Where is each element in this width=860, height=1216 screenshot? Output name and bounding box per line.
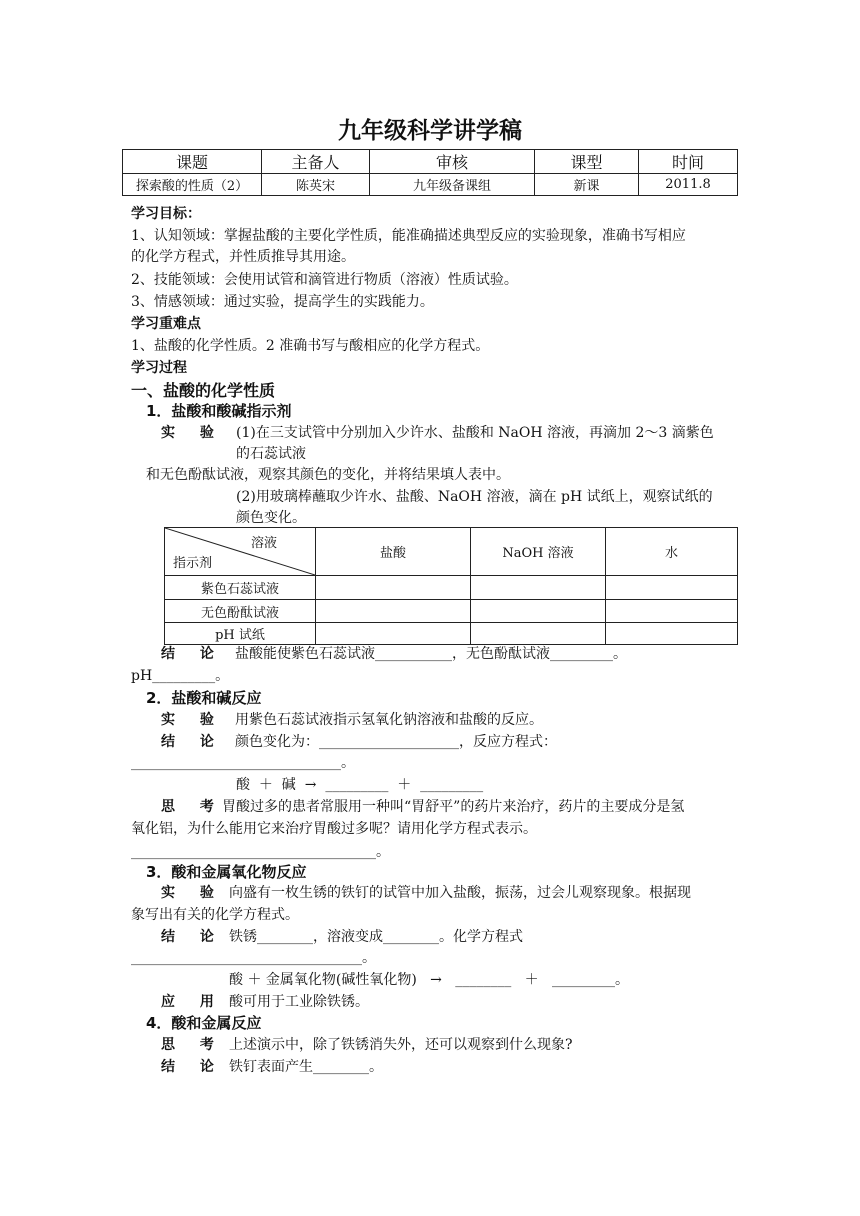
header-cell-reviewer: 审核 (370, 150, 535, 174)
part-2-experiment (161, 710, 543, 730)
indicator-table-header (165, 528, 738, 576)
part-2-conclusion-line2: ______________________________。 (131, 755, 355, 771)
answer-cell[interactable] (316, 623, 471, 645)
value-cell-topic: 探索酸的性质（2） (123, 174, 262, 196)
process-heading: 学习过程 (131, 360, 187, 376)
answer-cell[interactable] (471, 600, 606, 623)
conclusion-text: 颜色变化为：____________________，反应方程式： (235, 734, 557, 750)
experiment-label: 实 验 (161, 712, 224, 728)
think-text: 胃酸过多的患者常服用一种叫“胃舒平”的药片来治疗，药片的主要成分是氢 (222, 799, 685, 815)
conclusion-text: 铁锈________，溶液变成________。化学方程式 (229, 929, 523, 945)
goals-heading: 学习目标： (131, 206, 201, 222)
answer-cell[interactable] (606, 623, 738, 645)
header-cell-topic: 课题 (123, 150, 262, 174)
row-label-ph-paper: pH 试纸 (165, 623, 316, 645)
conclusion-text: 铁钉表面产生________。 (229, 1059, 383, 1075)
part-2-think-line3: ___________________________________。 (131, 844, 390, 860)
part-3-equation: 酸 ＋ 金属氧化物(碱性氧化物) → ________ ＋ _________。 (229, 972, 629, 988)
part-1-exp-line3: 和无色酚酞试液，观察其颜色的变化，并将结果填人表中。 (146, 467, 510, 483)
answer-cell[interactable] (316, 600, 471, 623)
value-cell-time: 2011.8 (639, 174, 738, 196)
answer-cell[interactable] (606, 576, 738, 600)
part-2-think (161, 797, 684, 817)
application-label: 应 用 (161, 994, 224, 1010)
part-2-equation: 酸 ＋ 碱 → _________ ＋ _________ (236, 777, 484, 793)
header-cell-preparer: 主备人 (262, 150, 370, 174)
table-row (165, 623, 738, 645)
part-4-heading: 4．酸和金属反应 (146, 1014, 262, 1032)
part-4-think (161, 1035, 573, 1055)
answer-cell[interactable] (606, 600, 738, 623)
goal-3: 3、情感领域：通过实验，提高学生的实践能力。 (131, 294, 434, 310)
think-label: 思 考 (161, 1037, 224, 1053)
column-header-hcl: 盐酸 (316, 528, 471, 576)
part-1-conclusion (161, 644, 627, 664)
part-1-exp-line5: 颜色变化。 (236, 510, 306, 526)
lesson-info-table (122, 149, 738, 196)
table-header-row (123, 150, 738, 174)
column-header-water: 水 (606, 528, 738, 576)
conclusion-text: 盐酸能使紫色石蕊试液___________，无色酚酞试液_________。 (235, 646, 627, 662)
experiment-text: 用紫色石蕊试液指示氢氧化钠溶液和盐酸的反应。 (235, 712, 543, 728)
part-2-think-line2: 氧化铝，为什么能用它来治疗胃酸过多呢？请用化学方程式表示。 (131, 821, 537, 837)
answer-cell[interactable] (316, 576, 471, 600)
page-title: 九年级科学讲学稿 (338, 118, 522, 144)
part-2-heading: 2．盐酸和碱反应 (146, 689, 262, 707)
part-2-conclusion (161, 732, 557, 752)
row-label-phenolphthalein: 无色酚酞试液 (165, 600, 316, 623)
value-cell-preparer: 陈英宋 (262, 174, 370, 196)
think-text: 上述演示中，除了铁锈消失外，还可以观察到什么现象? (229, 1037, 573, 1053)
conclusion-label: 结 论 (161, 646, 224, 662)
header-cell-type: 课型 (535, 150, 639, 174)
part-1-conclusion-line2: pH_________。 (131, 668, 230, 684)
part-4-conclusion (161, 1057, 383, 1077)
table-row (165, 600, 738, 623)
table-row (123, 174, 738, 196)
header-cell-time: 时间 (639, 150, 738, 174)
conclusion-label: 结 论 (161, 1059, 224, 1075)
goal-1-line1: 1、认知领域：掌握盐酸的主要化学性质，能准确描述典型反应的实验现象，准确书写相应 (131, 228, 686, 244)
conclusion-label: 结 论 (161, 734, 224, 750)
application-text: 酸可用于工业除铁锈。 (229, 994, 369, 1010)
experiment-label: 实 验 (161, 885, 224, 901)
part-1-exp-line4: (2)用玻璃棒蘸取少许水、盐酸、NaOH 溶液，滴在 pH 试纸上，观察试纸的 (236, 489, 713, 505)
goal-2: 2、技能领域：会使用试管和滴管进行物质（溶液）性质试验。 (131, 272, 518, 288)
experiment-text: 向盛有一枚生锈的铁钉的试管中加入盐酸，振荡，过会儿观察现象。根据现 (229, 885, 691, 901)
column-header-naoh: NaOH 溶液 (471, 528, 606, 576)
answer-cell[interactable] (471, 623, 606, 645)
part-3-conclusion (161, 927, 523, 947)
part-3-application (161, 992, 369, 1012)
corner-top-label: 溶液 (250, 536, 277, 551)
goal-1-line2: 的化学方程式，并性质推导其用途。 (131, 249, 355, 265)
part-3-exp-line2: 象写出有关的化学方程式。 (131, 907, 299, 923)
answer-cell[interactable] (471, 576, 606, 600)
part-1-experiment (161, 423, 235, 443)
part-1-exp-line2: 的石蕊试液 (236, 446, 306, 462)
conclusion-label: 结 论 (161, 929, 224, 945)
part-3-experiment (161, 883, 691, 903)
part-3-conclusion-line2: _________________________________。 (131, 950, 376, 966)
experiment-label: 实 验 (161, 425, 224, 441)
value-cell-type: 新课 (535, 174, 639, 196)
section-1-heading: 一、盐酸的化学性质 (131, 381, 276, 400)
indicator-table (164, 527, 738, 645)
part-1-heading: 1．盐酸和酸碱指示剂 (146, 402, 292, 420)
table-row (165, 576, 738, 600)
corner-cell (165, 528, 316, 576)
part-1-exp-line1: (1)在三支试管中分别加入少许水、盐酸和 NaOH 溶液，再滴加 2～3 滴紫色 (236, 425, 714, 441)
corner-bottom-label: 指示剂 (173, 556, 213, 571)
key-points-text: 1、盐酸的化学性质。2 准确书写与酸相应的化学方程式。 (131, 338, 490, 354)
row-label-litmus: 紫色石蕊试液 (165, 576, 316, 600)
part-3-heading: 3．酸和金属氧化物反应 (146, 863, 307, 881)
value-cell-reviewer: 九年级备课组 (370, 174, 535, 196)
think-label: 思 考 (161, 799, 224, 815)
key-points-heading: 学习重难点 (131, 316, 201, 332)
